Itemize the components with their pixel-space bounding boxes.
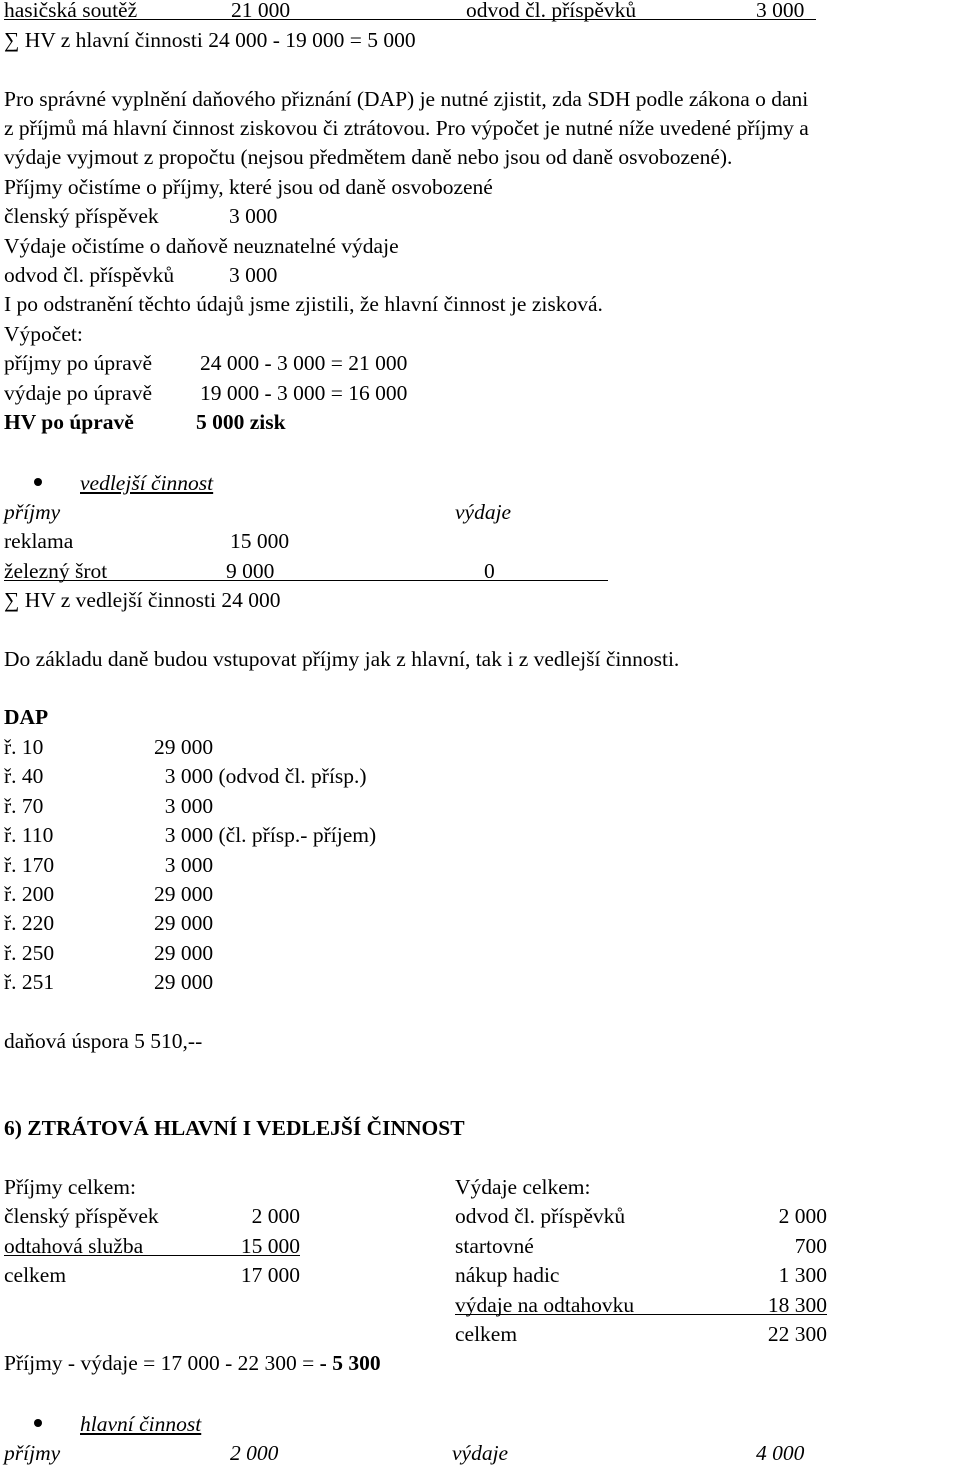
v3-label: nákup hadic	[455, 1263, 560, 1287]
dap-row-value: 29 000	[154, 911, 214, 936]
reklama-value: 15 000	[230, 529, 290, 553]
p2-row	[4, 1233, 300, 1259]
bullet-icon	[34, 1419, 42, 1427]
srot-vydaje: 0	[484, 559, 495, 583]
dap-row-number: ř. 250	[4, 940, 55, 965]
p2-label: odtahová služba	[4, 1234, 144, 1258]
dap-row-value: 29 000	[154, 882, 214, 906]
para1-line-1: Pro správné vyplnění daňového přiznání (DAP) je nutné zjistit, zda SDH podle zákona o dani	[4, 87, 809, 111]
hv-vedlejsi-sum: ∑ HV z vedlejší činnosti 24 000	[4, 588, 281, 612]
line-top-1	[4, 0, 816, 23]
last-row	[4, 1440, 816, 1466]
dap-row	[4, 910, 504, 936]
p1-row	[4, 1203, 300, 1229]
vypocet: Výpočet:	[4, 322, 83, 346]
p3-value: 17 000	[240, 1263, 300, 1287]
zaklad-dane-note: Do základu daně budou vstupovat příjmy jak z hlavní, tak i z vedlejší činnosti.	[4, 647, 680, 671]
hlavni-heading: hlavní činnost	[80, 1412, 202, 1436]
top-l1-d: 3 000	[756, 0, 805, 22]
para1-line-4: Příjmy očistíme o příjmy, které jsou od daně osvobozené	[4, 175, 493, 199]
diff-expression: Příjmy - výdaje = 17 000 - 22 300 =	[4, 1351, 320, 1375]
top-l1-a: hasičská soutěž	[4, 0, 138, 22]
top-l1-c: odvod čl. příspěvků	[466, 0, 637, 22]
v1-row	[455, 1203, 827, 1229]
p1-value: 2 000	[251, 1204, 300, 1228]
clensky-value: 3 000	[229, 204, 278, 228]
last-vydaje-value: 4 000	[756, 1441, 805, 1465]
v5-value: 22 300	[767, 1322, 827, 1346]
vydaje-upravene-label: výdaje po úpravě	[4, 381, 153, 405]
odvod-value: 3 000	[229, 263, 278, 287]
dap-row-value: 3 000 (čl. přísp.- příjem)	[154, 823, 377, 848]
dap-row-value: 3 000	[154, 793, 214, 818]
dap-row	[4, 852, 504, 878]
dap-title: DAP	[4, 705, 49, 729]
dap-row-number: ř. 170	[4, 852, 55, 877]
bullet-icon	[34, 478, 42, 486]
dap-row-value: 29 000	[154, 735, 214, 759]
para1-line-3: výdaje vyjmout z propočtu (nejsou předmětem daně nebo jsou od daně osvobozené).	[4, 145, 733, 169]
last-vydaje-label: výdaje	[452, 1441, 509, 1465]
reklama-label: reklama	[4, 529, 74, 553]
prijmy-celkem-head: Příjmy celkem:	[4, 1175, 136, 1199]
srot-row	[4, 558, 608, 584]
hv-upravene-row	[4, 409, 504, 435]
v3-row	[455, 1262, 827, 1288]
dap-row	[4, 940, 504, 966]
dap-row-number: ř. 110	[4, 823, 54, 848]
v2-row	[455, 1233, 827, 1259]
para1-line-2: z příjmů má hlavní činnost ziskovou či ztrátovou. Pro výpočet je nutné níže uvedené příjmy a	[4, 116, 809, 140]
v2-value: 700	[794, 1234, 827, 1258]
dap-row	[4, 822, 504, 848]
odvod-label: odvod čl. příspěvků	[4, 263, 175, 287]
p1-label: členský příspěvek	[4, 1204, 159, 1228]
dap-row-number: ř. 200	[4, 882, 55, 906]
dap-row-number: ř. 40	[4, 764, 44, 789]
dap-row-number: ř. 10	[4, 735, 44, 759]
clensky-row	[4, 203, 404, 229]
dap-row	[4, 734, 504, 760]
v5-label: celkem	[455, 1322, 518, 1346]
dap-row-value: 3 000 (odvod čl. přísp.)	[154, 764, 367, 789]
vedlejsi-heading: vedlejší činnost	[80, 471, 214, 495]
prijmy-upravene-row	[4, 350, 504, 376]
odvod-row	[4, 262, 404, 288]
p3-label: celkem	[4, 1263, 67, 1287]
danova-uspora: daňová úspora 5 510,--	[4, 1029, 203, 1053]
dap-row-value: 29 000	[154, 970, 214, 995]
v1-label: odvod čl. příspěvků	[455, 1204, 626, 1228]
srot-value: 9 000	[226, 559, 275, 583]
top-l1-b: 21 000	[231, 0, 291, 22]
prijmy-upravene-label: příjmy po úpravě	[4, 351, 153, 375]
p2-value: 15 000	[240, 1234, 300, 1258]
vedlejsi-prijmy-head: příjmy	[4, 500, 61, 524]
hv-main-sum: ∑ HV z hlavní činnosti 24 000 - 19 000 = 5 000	[4, 28, 416, 52]
v4-value: 18 300	[767, 1293, 827, 1317]
vydaje-upravene-row	[4, 380, 504, 406]
reklama-row	[4, 528, 404, 554]
v4-row	[455, 1292, 827, 1318]
dap-row-number: ř. 251	[4, 970, 55, 995]
p3-row	[4, 1262, 300, 1288]
v5-row	[455, 1321, 827, 1347]
vydaje-celkem-head: Výdaje celkem:	[455, 1175, 591, 1199]
vydaje-line: Výdaje očistíme o daňově neuznatelné výdaje	[4, 234, 399, 258]
v3-value: 1 300	[778, 1263, 827, 1287]
v4-label: výdaje na odtahovku	[455, 1293, 635, 1317]
vydaje-upravene-value: 19 000 - 3 000 = 16 000	[200, 381, 408, 405]
vedlejsi-vydaje-head: výdaje	[455, 500, 512, 524]
dap-row-number: ř. 70	[4, 793, 44, 818]
dap-row-value: 29 000	[154, 940, 214, 965]
last-prijmy-label: příjmy	[4, 1441, 61, 1465]
dap-row	[4, 763, 504, 789]
v2-label: startovné	[455, 1234, 534, 1258]
dap-row-number: ř. 220	[4, 911, 55, 936]
hv-upravene-value: 5 000 zisk	[196, 410, 286, 434]
v1-value: 2 000	[778, 1204, 827, 1228]
diff-result: - 5 300	[319, 1351, 381, 1375]
clensky-label: členský příspěvek	[4, 204, 159, 228]
last-prijmy-value: 2 000	[230, 1441, 279, 1465]
dap-row-value: 3 000	[154, 852, 214, 877]
section6-title: 6) ZTRÁTOVÁ HLAVNÍ I VEDLEJŠÍ ČINNOST	[4, 1116, 465, 1140]
hv-upravene-label: HV po úpravě	[4, 410, 134, 434]
prijmy-vydaje-diff	[4, 1350, 381, 1376]
srot-label: železný šrot	[4, 559, 108, 583]
conclusion: I po odstranění těchto údajů jsme zjistili, že hlavní činnost je zisková.	[4, 292, 603, 316]
dap-row	[4, 969, 504, 995]
dap-row	[4, 881, 504, 907]
dap-row	[4, 793, 504, 819]
prijmy-upravene-value: 24 000 - 3 000 = 21 000	[200, 351, 408, 375]
